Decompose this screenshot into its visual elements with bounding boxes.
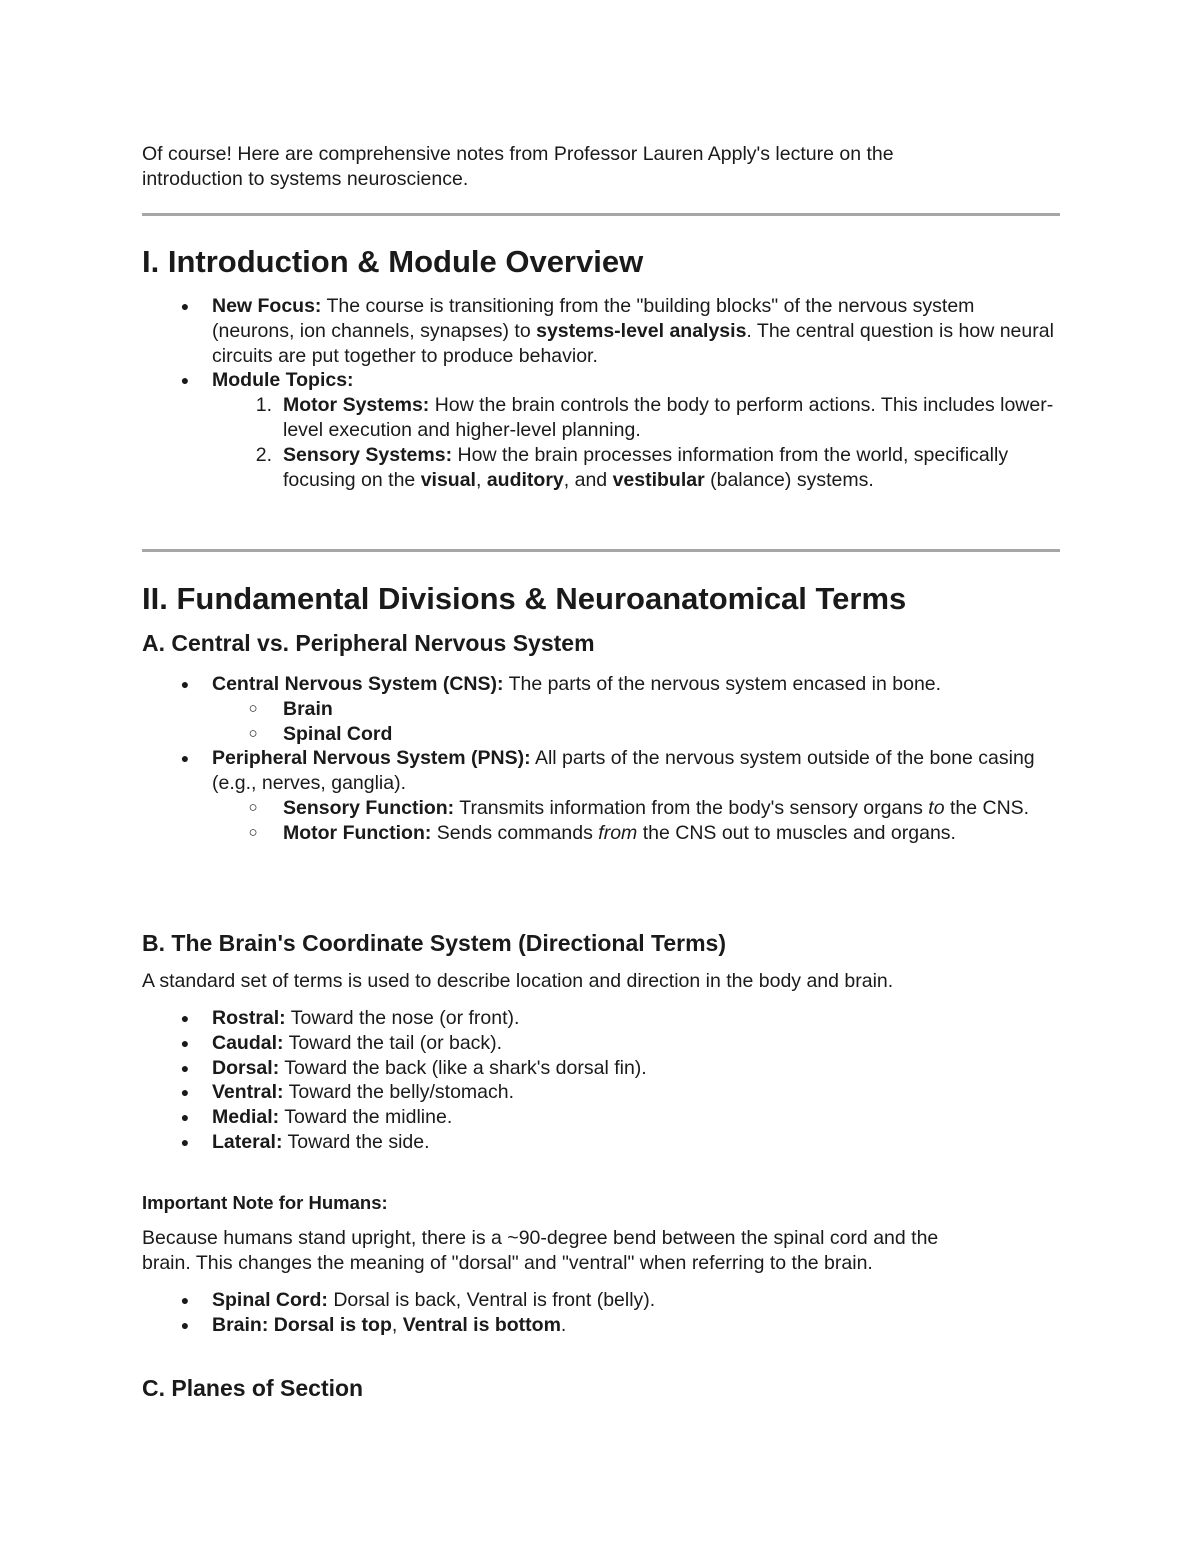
motor-label: Motor Function:	[283, 821, 432, 844]
bullet-icon: ●	[180, 298, 190, 314]
note-line-2: brain. This changes the meaning of "dorsal" and "ventral" when referring to the brain.	[142, 1252, 873, 1274]
brain-sep: ,	[391, 1313, 403, 1336]
term-label: Rostral:	[212, 1007, 286, 1029]
bullet-icon: ●	[180, 1292, 190, 1308]
term-rostral	[142, 1006, 1060, 1031]
note-line-1: Because humans stand upright, there is a ~90-degree bend between the spinal cord and the	[142, 1227, 939, 1249]
topic-auditory: auditory	[486, 468, 564, 491]
circle-bullet-icon: ○	[248, 798, 258, 816]
term-label: Lateral:	[212, 1130, 283, 1153]
term-caudal	[142, 1031, 1060, 1056]
divider-1	[142, 213, 1060, 216]
sensory-text-2: the CNS.	[944, 796, 1030, 819]
term-label: Dorsal:	[212, 1056, 280, 1079]
sensory-text-1: Transmits information from the body's sensory organs	[454, 796, 929, 819]
topic-label: Sensory Systems:	[283, 443, 453, 466]
bullet-icon: ●	[180, 1109, 190, 1126]
section-1-list	[142, 294, 1060, 492]
cns-item-label: Brain	[283, 697, 333, 720]
important-note-paragraph	[142, 1226, 1060, 1276]
bullet-icon: ●	[180, 1010, 190, 1026]
motor-italic: from	[598, 821, 638, 844]
module-topics-label: Module Topics:	[212, 369, 354, 392]
orientation-brain	[142, 1313, 1060, 1338]
pns-item-sensory	[142, 796, 1060, 821]
circle-bullet-icon: ○	[248, 823, 258, 841]
new-focus-bold: systems-level analysis	[536, 319, 747, 342]
term-text: Toward the nose (or front).	[285, 1007, 520, 1029]
term-medial	[142, 1105, 1060, 1130]
bullet-icon: ●	[180, 1084, 190, 1101]
motor-text-2: the CNS out to muscles and organs.	[637, 821, 956, 844]
new-focus-label: New Focus:	[212, 295, 322, 317]
term-ventral	[142, 1080, 1060, 1105]
term-text: Toward the midline.	[279, 1106, 453, 1129]
topic-item-motor	[142, 393, 1060, 443]
cns-item-brain	[142, 697, 1060, 722]
sensory-italic: to	[928, 796, 945, 819]
new-focus-text-2: . The central question is how neural circuits are put together to produce behavior.	[212, 319, 1054, 367]
important-note-title: Important Note for Humans:	[142, 1192, 388, 1213]
term-text: Toward the belly/stomach.	[283, 1081, 515, 1104]
topic-number: 2.	[255, 443, 272, 466]
pns-item-motor	[142, 821, 1060, 846]
subsection-b-intro-text: A standard set of terms is used to describe location and direction in the body and brain.	[142, 970, 894, 992]
term-lateral	[142, 1130, 1060, 1155]
section-2-title: II. Fundamental Divisions & Neuroanatomical Terms	[142, 581, 907, 616]
pns-label: Peripheral Nervous System (PNS):	[212, 747, 531, 770]
term-dorsal	[142, 1056, 1060, 1081]
brain-bold-2: Ventral is bottom	[402, 1313, 561, 1336]
bullet-icon: ●	[180, 1034, 190, 1051]
directional-terms-list	[142, 1006, 1060, 1155]
term-text: Toward the back (like a shark's dorsal fin).	[279, 1056, 647, 1079]
cns-label: Central Nervous System (CNS):	[212, 673, 504, 695]
bullet-icon: ●	[180, 1316, 190, 1333]
subsection-a-list	[142, 672, 1060, 846]
list-item-pns	[142, 746, 1060, 796]
subsection-a-title: A. Central vs. Peripheral Nervous System	[142, 630, 595, 656]
brain-label: Brain: Dorsal is top	[212, 1313, 392, 1336]
sensory-label: Sensory Function:	[283, 796, 455, 819]
cns-text: The parts of the nervous system encased in bone.	[503, 673, 942, 695]
topic-text-1: How the brain processes information from the world, specifically focusing on the	[283, 443, 1009, 491]
circle-bullet-icon: ○	[248, 699, 258, 717]
term-text: Toward the side.	[282, 1130, 430, 1153]
spinal-text: Dorsal is back, Ventral is front (belly).	[327, 1289, 656, 1311]
bullet-icon: ●	[180, 676, 190, 692]
topic-sep-1: ,	[475, 468, 487, 491]
bullet-icon: ●	[180, 372, 190, 389]
intro-line-1: Of course! Here are comprehensive notes from Professor Lauren Apply's lecture on the	[142, 143, 894, 165]
motor-text-1: Sends commands	[431, 821, 599, 844]
bullet-icon: ●	[180, 1133, 190, 1150]
topic-visual: visual	[420, 468, 476, 491]
intro-paragraph	[142, 142, 1060, 192]
brain-end: .	[560, 1313, 567, 1336]
topic-label: Motor Systems:	[283, 394, 430, 417]
orientation-spinal-cord	[142, 1288, 1060, 1313]
term-text: Toward the tail (or back).	[283, 1031, 503, 1054]
pns-text: All parts of the nervous system outside of the bone casing (e.g., nerves, ganglia).	[212, 747, 1035, 795]
intro-line-2: introduction to systems neuroscience.	[142, 168, 469, 190]
cns-item-label: Spinal Cord	[283, 722, 393, 745]
topic-vestibular: vestibular	[612, 468, 705, 491]
topic-number: 1.	[255, 394, 272, 417]
topic-text-2: (balance) systems.	[704, 468, 874, 491]
topic-item-sensory	[142, 443, 1060, 493]
subsection-c-title: C. Planes of Section	[142, 1375, 364, 1401]
list-item-new-focus	[142, 294, 1060, 368]
term-label: Caudal:	[212, 1031, 284, 1054]
human-orientation-list	[142, 1288, 1060, 1338]
term-label: Ventral:	[212, 1081, 284, 1104]
spinal-label: Spinal Cord:	[212, 1289, 328, 1311]
subsection-b-title: B. The Brain's Coordinate System (Directional Terms)	[142, 930, 727, 956]
topic-text: How the brain controls the body to perform actions. This includes lower-level execution and higher-level planning.	[283, 394, 1054, 441]
subsection-b-intro	[142, 969, 1060, 994]
cns-item-spinal-cord	[142, 722, 1060, 747]
bullet-icon: ●	[180, 750, 190, 767]
new-focus-text-1: The course is transitioning from the "building blocks" of the nervous system (neurons, ion channels, synapses) to	[212, 295, 975, 342]
topic-sep-2: , and	[563, 468, 613, 491]
circle-bullet-icon: ○	[248, 724, 258, 742]
bullet-icon: ●	[180, 1059, 190, 1076]
divider-2	[142, 549, 1060, 552]
term-label: Medial:	[212, 1106, 280, 1129]
list-item-cns	[142, 672, 1060, 697]
section-1-title: I. Introduction & Module Overview	[142, 244, 644, 279]
list-item-module-topics	[142, 368, 1060, 393]
